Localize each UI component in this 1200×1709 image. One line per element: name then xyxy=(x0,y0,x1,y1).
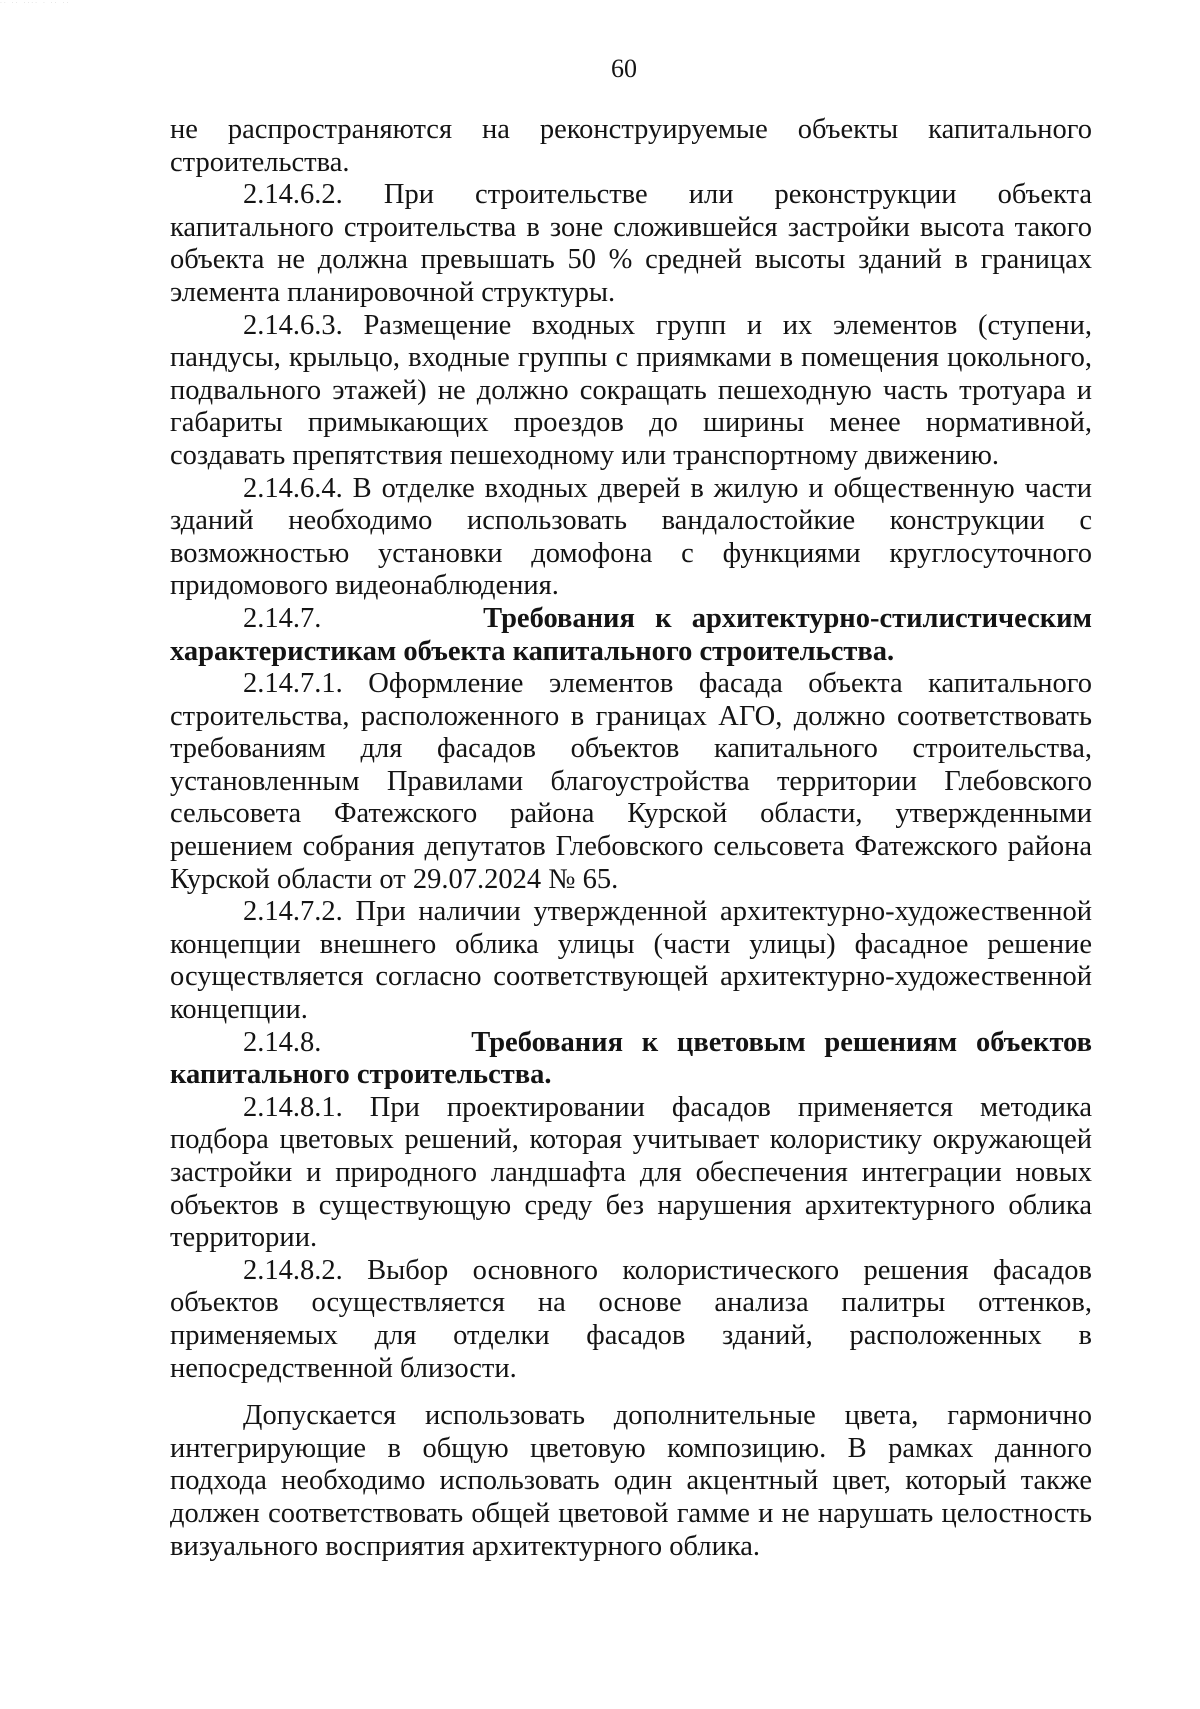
paragraph-accent-color: Допускается использовать дополнительные цвета, гармонично интегрирующие в общую цветовую композицию. В рамках данного подхода необходимо использовать один акцентный цвет, который также должен соответствовать общей цветовой гамме и не нарушать целостность визуального восприятия архитектурного облика. xyxy=(170,1400,1092,1562)
section-heading-2-14-8 xyxy=(170,1027,1092,1092)
paragraph-continuation: не распространяются на реконструируемые объекты капитального строительства. xyxy=(170,114,1092,178)
paragraph-2-14-8-1: 2.14.8.1. При проектировании фасадов применяется методика подбора цветовых решений, которая учитывает колористику окружающей застройки и природного ландшафта для обеспечения интеграции новых объектов в существующую среду без нарушения архитектурного облика территории. xyxy=(170,1091,1092,1254)
paragraph-2-14-6-4: 2.14.6.4. В отделке входных дверей в жилую и общественную части зданий необходимо использовать вандалостойкие конструкции с возможностью установки домофона с функциями круглосуточного придомового видеонаблюдения. xyxy=(170,472,1092,602)
section-number: 2.14.7. xyxy=(243,602,322,634)
section-number: 2.14.8. xyxy=(243,1026,322,1058)
paragraph-2-14-8-2: 2.14.8.2. Выбор основного колористического решения фасадов объектов осуществляется на основе анализа палитры оттенков, применяемых для отделки фасадов зданий, расположенных в непосредственной близости. xyxy=(170,1254,1092,1384)
section-title: Требования к цветовым решениям объектов капитального строительства. xyxy=(170,1026,1092,1091)
paragraph-2-14-6-2: 2.14.6.2. При строительстве или реконструкции объекта капитального строительства в зоне сложившейся застройки высота такого объекта не должна превышать 50 % средней высоты зданий в границах элемента планировочной структуры. xyxy=(170,179,1092,308)
page-number: 60 xyxy=(611,54,637,83)
paragraph-2-14-6-3: 2.14.6.3. Размещение входных групп и их элементов (ступени, пандусы, крыльцо, входные группы с приямками в помещения цокольного, подвального этажей) не должно сокращать пешеходную часть тротуара и габариты примыкающих проездов до ширины менее нормативной, создавать препятствия пешеходному или транспортному движению. xyxy=(170,309,1092,471)
paragraph-2-14-7-1: 2.14.7.1. Оформление элементов фасада объекта капитального строительства, расположенного в границах АГО, должно соответствовать требованиям для фасадов объектов капитального строительства, установленным Правилами благоустройства территории Глебовского сельсовета Фатежского района Курской области, утвержденными решением собрания депутатов Глебовского сельсовета Фатежского района Курской области от 29.07.2024 № 65. xyxy=(170,668,1092,895)
paragraph-2-14-7-2: 2.14.7.2. При наличии утвержденной архитектурно-художественной концепции внешнего облика улицы (части улицы) фасадное решение осуществляется согласно соответствующей архитектурно-художественной концепции. xyxy=(170,896,1092,1026)
document-body xyxy=(170,114,1092,1563)
section-title: Требования к архитектурно-стилистическим характеристикам объекта капитального строительства. xyxy=(170,602,1092,667)
section-heading-2-14-7 xyxy=(170,603,1092,668)
scan-margin-mark: ·· ·· ···· · ·· ·· xyxy=(0,0,71,7)
